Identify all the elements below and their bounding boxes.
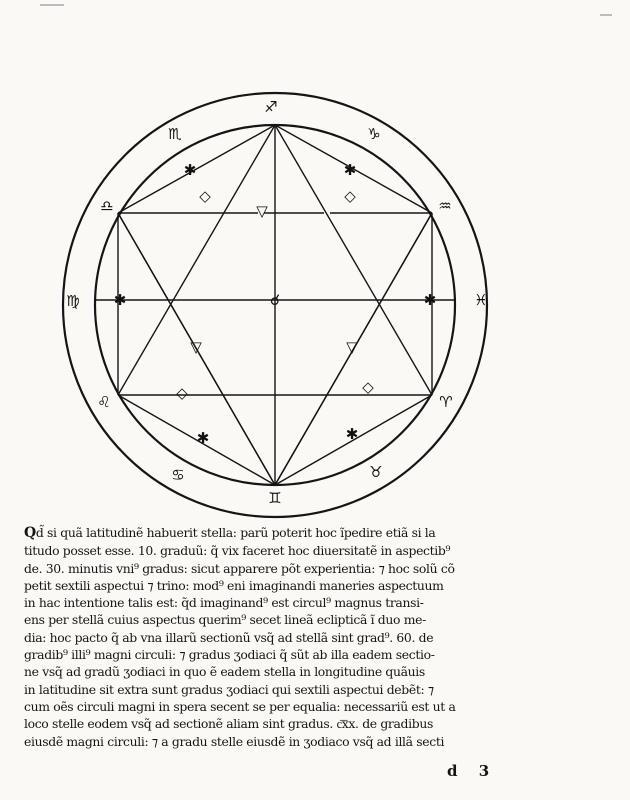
zodiac-sign-top: ♐ [264,98,278,116]
sextile-mark: ✱ [423,291,437,309]
zodiac-sign-left: ♍ [66,292,80,310]
square-mark: ◇ [344,187,356,205]
sextile-mark: ✱ [196,429,210,447]
text-line: loco stelle eodem vsq̃ ad sectionẽ aliam sint gradus. c͞xx. de gradibus [24,716,433,732]
text-line: de. 30. minutis vni⁹ gradus: sicut apparere põt experientia: ⁊ hoc solũ cõ [24,560,455,576]
trine-mark: ▽ [190,338,202,356]
zodiac-sign-upper-right-2: ♒ [438,197,452,215]
zodiac-sign-upper-right-1: ♑ [367,125,381,143]
text-line: dia: hoc pacto q̃ ab vna illarũ sectionũ vsq̃ ad stellã sint grad⁹. 60. de [24,629,434,645]
zodiac-sign-lower-right-1: ♈ [439,393,453,411]
sextile-mark: ✱ [113,291,127,309]
latin-text-block [24,524,520,750]
sextile-mark: ✱ [183,161,197,179]
zodiac-sign-right: ♓ [474,291,488,309]
signature-mark: d 3 [447,762,498,780]
text-line: in latitudine sit extra sunt gradus ʒodiaci qui sextili aspectui debẽt: ⁊ [24,681,434,697]
text-line: in hac intentione talis est: q̃d imaginand⁹ est circul⁹ magnus transi- [24,595,424,611]
text-line: ens per stellã cuius aspectus querim⁹ secet lineã eclipticã ĩ duo me- [24,612,426,628]
text-line: gradib⁹ illi⁹ magni circuli: ⁊ gradus ʒodiaci q̃ sũt ab illa eadem sectio- [24,647,435,663]
zodiac-sign-lower-right-2: ♉ [369,463,383,481]
zodiac-sign-upper-left-1: ♏ [168,125,182,143]
text-line: Qd̃ si quã latitudinẽ habuerit stella: parũ poterit hoc ĩpedire etiã si la [24,525,436,541]
zodiac-sign-bottom: ♊ [268,489,282,507]
square-mark: ◇ [176,384,188,402]
text-line: ne vsq̃ ad gradũ ʒodiaci in quo ẽ eadem stella in longitudine quãuis [24,664,425,680]
sextile-line [118,125,275,213]
square-mark: ◇ [362,378,374,396]
text-line: petit sextili aspectui ⁊ trino: mod⁹ eni imaginandi maneries aspectuum [24,577,444,593]
text-line: eiusdẽ magni circuli: ⁊ a gradu stelle eiusdẽ in ʒodiaco vsq̃ ad illã secti [24,733,445,749]
trine-mark: ▽ [256,202,268,220]
sextile-mark: ✱ [345,425,359,443]
text-line: titudo posset esse. 10. graduũ: q̃ vix faceret hoc diuersitatẽ in aspectib⁹ [24,543,451,559]
trine-mark: ▽ [346,338,358,356]
sextile-mark: ✱ [343,161,357,179]
zodiac-sign-lower-left-2: ♋ [171,466,185,484]
text-line: cum oẽs circuli magni in spera secent se per equalia: necessariũ est ut a [24,698,456,714]
square-mark: ◇ [199,187,211,205]
zodiac-sign-lower-left-1: ♌ [97,393,111,411]
zodiac-sign-upper-left-2: ♎ [100,197,114,215]
center-mark: ☌ [269,291,281,309]
